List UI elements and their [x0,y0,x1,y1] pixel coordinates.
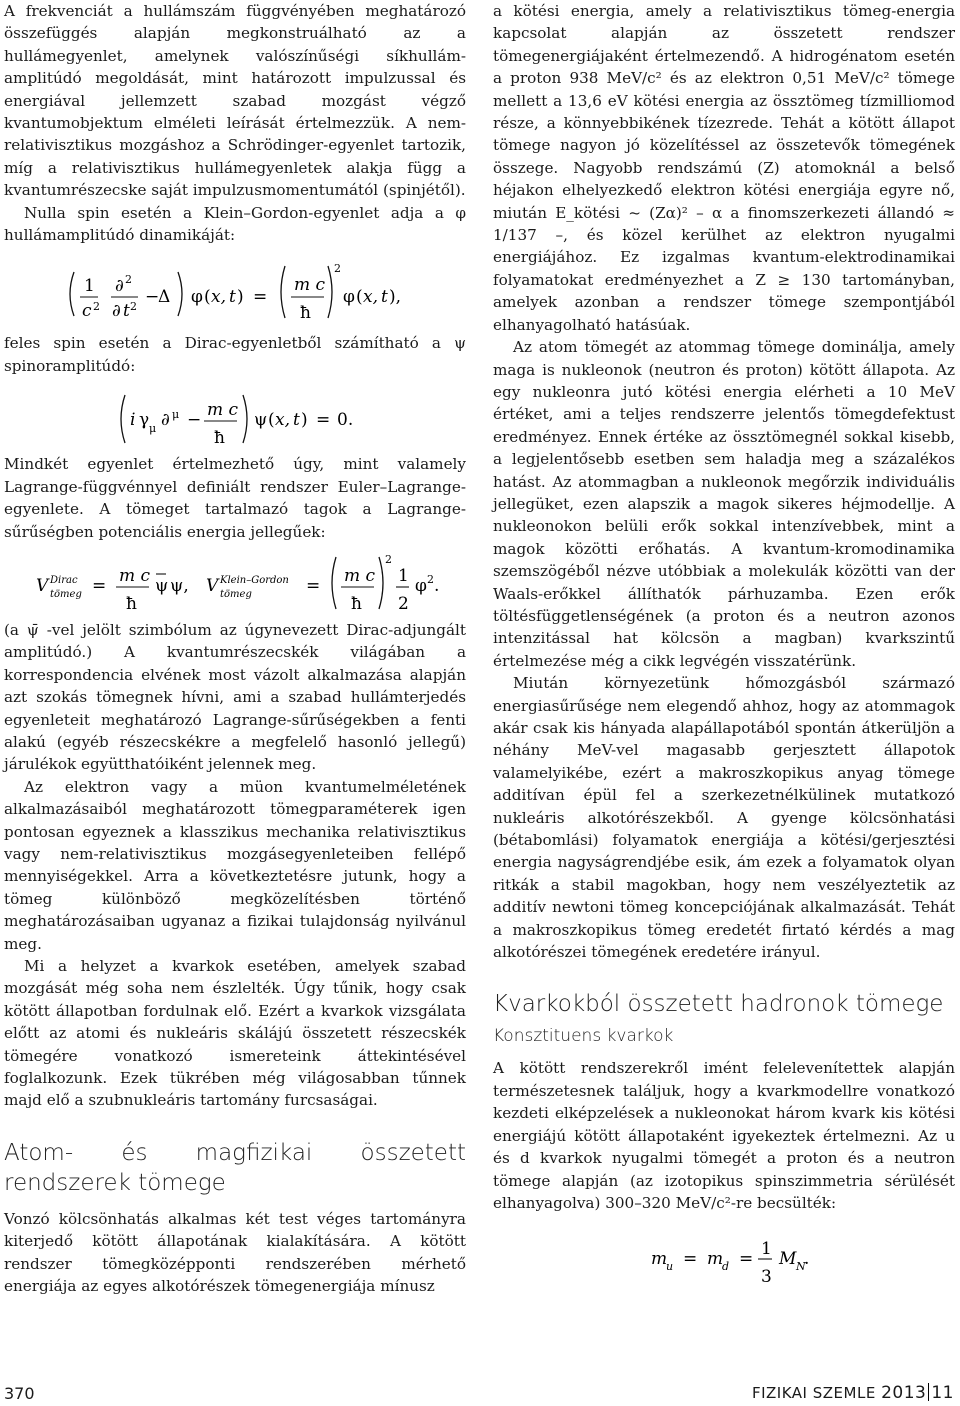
svg-text:ħ: ħ [300,303,311,324]
svg-text:φ: φ [191,287,203,308]
svg-text:−: − [145,287,160,308]
journal-year: 2013 [881,1383,927,1403]
svg-text:ψ: ψ [254,410,268,431]
svg-text:(: ( [204,287,211,308]
svg-text:2: 2 [130,300,137,314]
svg-text:−: − [187,410,202,431]
svg-text:1: 1 [761,1239,772,1260]
svg-text:γ: γ [139,410,150,431]
svg-text:t: t [293,410,300,431]
svg-text:μ: μ [149,422,157,436]
journal-issue: 11 [931,1383,954,1403]
svg-text:=: = [253,287,268,308]
svg-text:m c: m c [119,565,151,586]
section-heading: Atom- és magfizikai összetett rendszerek tömege [4,1139,466,1196]
paragraph: Mi a helyzet a kvarkok esetében, amelyek szabad mozgását még soha nem észlelték. Úgy tűnik, hogy csak kötött állapotban fordulnak elő. Ezért a kvarkok vizsgálata előtt az atomi és nukleáris skálájú összetett részecskék tömegére vonatkozó ismereteink áttekintésével foglalkozunk. Ezek tükrében még világosabban tűnnek majd elő a szubnukleáris tartomány furcsaságai. [4,957,466,1110]
svg-text:φ: φ [343,287,355,308]
svg-text:Δ: Δ [158,287,171,308]
svg-text:=: = [316,410,331,431]
svg-text:2: 2 [125,273,132,287]
svg-text:2: 2 [427,572,434,586]
svg-text:x,: x, [275,410,290,431]
svg-text:2: 2 [334,262,341,276]
svg-text:V: V [36,575,49,596]
svg-text:Dirac: Dirac [50,574,78,586]
lagrange-mass-terms-equation [4,543,466,619]
svg-text:tömeg: tömeg [50,588,82,600]
svg-text:.: . [434,575,440,596]
svg-text:tömeg: tömeg [220,588,252,600]
svg-text:2: 2 [93,300,100,314]
svg-text:ħ: ħ [126,593,137,614]
page-number: 370 [4,1384,35,1403]
svg-text:0.: 0. [337,410,354,431]
svg-text:=: = [306,575,321,596]
journal-footer [752,1383,954,1403]
divider [928,1383,929,1401]
left-column [4,0,466,1297]
svg-text:2: 2 [398,593,409,614]
svg-text:m: m [651,1249,668,1270]
svg-text:V: V [206,575,219,596]
svg-text:m c: m c [207,400,239,421]
paragraph: a kötési energia, amely a relativisztikus tömeg-energia kapcsolat alapján az összetett rendszer tömegenergiájaként értelmezendő. A hidrogénatom esetén a proton 938 MeV/c² és az elektron 0,51 MeV/c² tömege mellett a 13,6 eV kötési energia az össztömeg tízmilliomod része, a könnyebbikének tízezrede. Tehát a kötött állapot tömege nagyon jó közelítéssel az összetevők tömegének összege. Nagyobb rendszámú (Z) atomoknál a belső héjakon elhelyezkedő elektron kötési energiája egyre nő, miután E_kötési ~ (Zα)² – α a finomszerkezeti állandó ≈ 1/137 –, és közel kerülhet az elektron nyugalmi energiájához. Ez izgalmas kvantum-elektrodinamikai folyamatokat eredményezhet a Z ≥ 130 tartományban, amelyek azonban a rendszer tömege szempontjából elhanyagolható hatásúak. [493,2,955,334]
svg-text:1: 1 [84,276,95,297]
svg-text:N: N [796,1260,806,1274]
svg-text:t: t [229,287,236,308]
svg-text:∂: ∂ [115,276,124,297]
quark-mass-equation [493,1214,955,1294]
svg-text:m c: m c [294,275,326,296]
svg-text:∂: ∂ [161,410,170,431]
paragraph: Mindkét egyenlet értelmezhető úgy, mint valamely Lagrange-függvénnyel definiált rendszer Euler–Lagrange-egyenlete. A tömeget tartalmazó tagok a Lagrange-sűrűségben potenciális energia jellegűek: [4,455,466,541]
svg-text:.: . [804,1249,810,1270]
right-column [493,0,955,1294]
svg-text:=: = [739,1249,754,1270]
svg-text:d: d [722,1260,730,1274]
svg-text:): ) [237,287,244,308]
svg-text:i: i [130,410,136,431]
svg-text:ħ: ħ [351,593,362,614]
journal-name: FIZIKAI SZEMLE [751,1384,876,1402]
svg-text:ψ,: ψ, [170,575,189,596]
paragraph: A frekvenciát a hullámszám függvényében meghatározó összefüggés alapján megkonstruálható az a hullámegyenlet, amelynek valószínűségi síkhullám-amplitúdó megoldását, mint határozott impulzussal és energiával jellemzett szabad mozgást végző kvantumobjektum elméleti leírását értelmezzük. A nem-relativisztikus mozgáshoz a Schrödinger-egyenlet tartozik, míg a relativisztikus hullámegyenletek alakja függ a kvantumrészecske saját impulzusmomentumától (spinjétől). [4,2,466,200]
svg-text:=: = [683,1249,698,1270]
paragraph: Az atom tömegét az atommag tömege dominálja, amely maga is nukleonok (neutron és proton) kötött állapota. Az egy nukleonra jutó kötési energia elérheti a 10 MeV értéket, ami a teljes rendszerre jelentős tömegdefektust eredményez. Ennek értéke az össztömegnél sokkal kisebb, a legjelentősebb esetben sem haladja meg a százalékos hatást. Az atommagban a nukleonok megőrzik individuális jellegüket, ezen alapszik a magok sikeres héjmodellje. A nukleonokon belüli erők sokkal intenzívebbek, mint a magok közötti erőhatás. A kvantum-kromodinamika szemszögéből nézve utóbbiak a molekulák közötti van der Waals-erőkkel állíthatók párhuzamba. Ezen erők töltésfüggetlenségének (a proton és a neutron azonos intenzitással hat kölcsön a magban) kvarkszintű értelmezése még a cikk legvégén visszatérünk. [493,338,955,670]
svg-text:1: 1 [398,565,409,586]
paragraph: Miután környezetünk hőmozgásból származó energiasűrűsége nem elegendő ahhoz, hogy az atommagok akár csak kis hányada alapállapotából spontán átkerüljön a néhány MeV-vel magasabb gerjesztett állapotok valamelyikébe, ezért a makroszkopikus anyag tömege additívan épül fel a szerkezetnélkülinek mutatkozó nukleáris alkotórészekből. A gyenge kölcsönhatási (bétabomlási) folyamatok energiája a kötési/gerjesztési energia nagyságrendjébe esik, ám ezek a folyamatok olyan ritkák a stabil magokban, hogy nem veszélyeztetik az additív newtoni tömeg koncepciójának alkalmazását. Tehát a makroszkopikus tömeg eredetét firtató kérdés a mag alkotórészei tömegének eredetére irányul. [493,674,955,962]
paragraph: (a ψ̄ -vel jelölt szimbólum az úgynevezett Dirac-adjungált amplitúdó.) A kvantumrészecskék világában a korrespondencia elvének most vázolt alkalmazása alapján azt szokás tömegnek hívni, ami a szabad hullámterjedés egyenleteit meghatározó Lagrange-sűrűségekben a fenti alakú (egyéb részecskékre a megfelelő hasonló jellegű) járulékok együtthatóiként jelennek meg. [4,620,466,774]
dirac-equation [4,377,466,453]
svg-text:(: ( [268,410,275,431]
paragraph: Vonzó kölcsönhatás alkalmas két test véges tartományra kiterjedő kötött állapotának kialakítására. A kötött rendszer tömegközépponti rendszerében mérhető energiája az egyes alkotórészek tömegenergiája mínusz [4,1209,466,1296]
svg-text:Klein–Gordon: Klein–Gordon [220,574,289,586]
paragraph: feles spin esetén a Dirac-egyenletből számítható a ψ spinoramplitúdó: [4,334,466,375]
svg-text:μ: μ [172,408,180,422]
svg-text:x,: x, [211,287,226,308]
svg-text:(: ( [356,287,363,308]
svg-text:x,: x, [363,287,378,308]
svg-text:φ: φ [415,575,427,596]
svg-text:t: t [381,287,388,308]
svg-text:),: ), [389,287,402,308]
svg-text:ħ: ħ [214,428,225,449]
svg-text:m c: m c [344,565,376,586]
svg-text:m: m [707,1249,724,1270]
paragraph: Nulla spin esetén a Klein–Gordon-egyenlet adja a φ hullámamplitúdó dinamikáját: [4,203,466,245]
svg-text:u: u [666,1260,674,1274]
svg-text:t: t [123,301,130,322]
svg-text:2: 2 [385,552,392,566]
svg-text:ψ: ψ [155,575,169,596]
section-heading: Kvarkokból összetett hadronok tömege [493,991,944,1018]
svg-text:c: c [82,301,92,322]
svg-text:3: 3 [761,1267,772,1288]
subsection-heading: Konsztituens kvarkok [493,1026,674,1047]
svg-text:∂: ∂ [112,301,121,322]
klein-gordon-equation [4,246,466,332]
svg-text:): ) [301,410,308,431]
paragraph: Az elektron vagy a müon kvantumelméletének alkalmazásaiból meghatározott tömegparaméterek igen pontosan egyeznek a klasszikus mechanika relativisztikus vagy nem-relativisztikus mozgásegyenleteiben fellépő mennyiségekkel. Arra a következtetésre jutunk, hogy a tömeg különböző megközelítésben történő meghatározásaiban ugyanaz a fizikai tulajdonság nyilvánul meg. [4,777,466,953]
svg-text:M: M [779,1249,797,1270]
svg-text:=: = [92,575,107,596]
paragraph: A kötött rendszerekről imént felelevenítettek alapján természetesnek találjuk, hogy a kvarkmodellre vonatkozó kezdeti elképzelések a nukleonokat három kvark kis kötési energiájú kötött állapotaként igyekeztek értelmezni. Az u és d kvarkok nyugalmi tömegét a proton és a neutron tömege alapján (az izotopikus spinszimmetria sérülését elhanyagolva) 300–320 MeV/c²-re becsülték: [493,1059,955,1212]
